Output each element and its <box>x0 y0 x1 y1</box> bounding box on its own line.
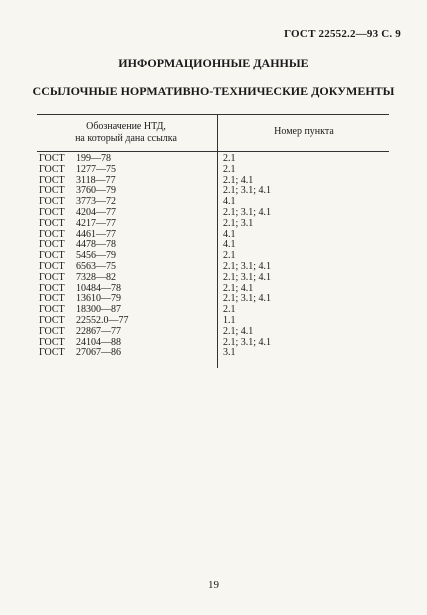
row-document: 7328—82 <box>76 271 116 283</box>
row-points: 4.1 <box>223 228 236 240</box>
table-row <box>0 273 427 284</box>
table-row <box>0 219 427 230</box>
row-document: 22552.0—77 <box>76 314 129 326</box>
row-document: 4217—77 <box>76 217 116 229</box>
row-points: 3.1 <box>223 347 236 359</box>
row-prefix: ГОСТ <box>39 314 65 326</box>
row-points: 2.1; 4.1 <box>223 325 254 337</box>
row-points: 2.1 <box>223 250 236 262</box>
row-prefix: ГОСТ <box>39 347 65 359</box>
row-prefix: ГОСТ <box>39 325 65 337</box>
table-top-rule <box>37 114 389 115</box>
row-prefix: ГОСТ <box>39 239 65 251</box>
row-points: 1.1 <box>223 314 236 326</box>
table-header-rule <box>37 151 389 152</box>
row-prefix: ГОСТ <box>39 153 65 164</box>
row-prefix: ГОСТ <box>39 217 65 229</box>
row-points: 2.1 <box>223 153 236 164</box>
row-points: 2.1; 3.1; 4.1 <box>223 206 272 218</box>
row-points: 2.1; 3.1 <box>223 217 254 229</box>
row-prefix: ГОСТ <box>39 196 65 208</box>
row-points: 2.1; 3.1; 4.1 <box>223 271 272 283</box>
row-points: 2.1; 4.1 <box>223 282 254 294</box>
row-prefix: ГОСТ <box>39 163 65 175</box>
row-points: 2.1 <box>223 163 236 175</box>
row-points: 2.1; 3.1; 4.1 <box>223 293 272 305</box>
row-document: 4204—77 <box>76 206 116 218</box>
row-prefix: ГОСТ <box>39 282 65 294</box>
row-document: 5456—79 <box>76 250 116 262</box>
row-document: 27067—86 <box>76 347 121 359</box>
row-document: 3118—77 <box>76 174 116 186</box>
row-points: 2.1 <box>223 304 236 316</box>
column-header-document-line1: Обозначение НТД, <box>86 121 166 132</box>
row-prefix: ГОСТ <box>39 271 65 283</box>
row-document: 4478—78 <box>76 239 116 251</box>
row-document: 4461—77 <box>76 228 116 240</box>
column-header-point: Номер пункта <box>274 126 334 137</box>
row-points: 2.1; 3.1; 4.1 <box>223 185 272 197</box>
row-points: 4.1 <box>223 196 236 208</box>
section-subtitle: ССЫЛОЧНЫЕ НОРМАТИВНО-ТЕХНИЧЕСКИЕ ДОКУМЕНТЫ <box>32 84 395 98</box>
row-prefix: ГОСТ <box>39 174 65 186</box>
page-header: ГОСТ 22552.2—93 С. 9 <box>284 28 401 40</box>
row-prefix: ГОСТ <box>39 293 65 305</box>
row-document: 3773—72 <box>76 196 116 208</box>
row-document: 199—78 <box>76 153 111 164</box>
row-document: 22867—77 <box>76 325 121 337</box>
column-header-document <box>37 121 215 145</box>
row-points: 2.1; 3.1; 4.1 <box>223 260 272 272</box>
row-document: 3760—79 <box>76 185 116 197</box>
row-prefix: ГОСТ <box>39 206 65 218</box>
row-points: 2.1; 3.1; 4.1 <box>223 336 272 348</box>
page-number: 19 <box>208 579 219 591</box>
row-document: 1277—75 <box>76 163 116 175</box>
table-body <box>0 154 427 359</box>
row-document: 24104—88 <box>76 336 121 348</box>
row-prefix: ГОСТ <box>39 228 65 240</box>
table-row <box>0 348 427 359</box>
row-prefix: ГОСТ <box>39 304 65 316</box>
row-prefix: ГОСТ <box>39 260 65 272</box>
row-prefix: ГОСТ <box>39 185 65 197</box>
row-prefix: ГОСТ <box>39 250 65 262</box>
row-document: 13610—79 <box>76 293 121 305</box>
section-title: ИНФОРМАЦИОННЫЕ ДАННЫЕ <box>118 56 309 70</box>
row-document: 10484—78 <box>76 282 121 294</box>
row-prefix: ГОСТ <box>39 336 65 348</box>
row-points: 2.1; 4.1 <box>223 174 254 186</box>
table-row <box>0 327 427 338</box>
row-document: 18300—87 <box>76 304 121 316</box>
row-document: 6563—75 <box>76 260 116 272</box>
row-points: 4.1 <box>223 239 236 251</box>
column-header-document-line2: на который дана ссылка <box>75 133 177 144</box>
table-row <box>0 165 427 176</box>
